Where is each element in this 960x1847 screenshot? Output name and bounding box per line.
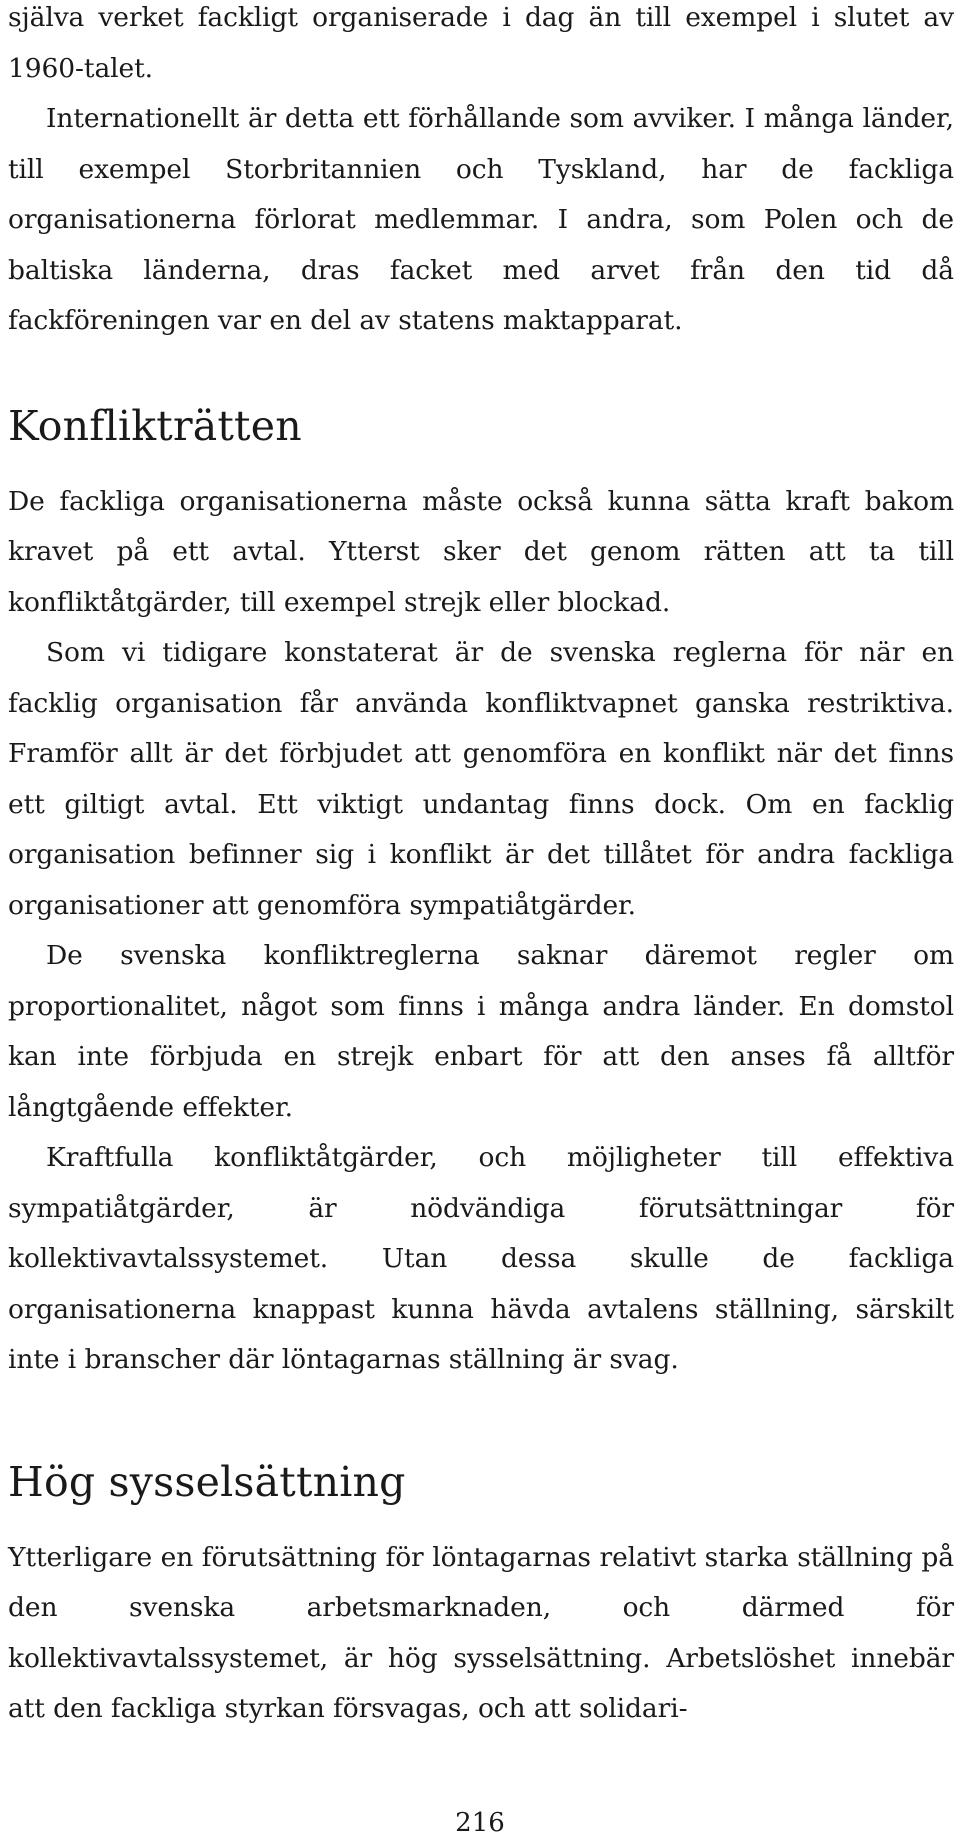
paragraph-continued: själva verket fackligt organiserade i dag än till exempel i slutet av 1960-talet. <box>8 2 954 84</box>
paragraph-regler: Som vi tidigare konstaterat är de svenska reglerna för när en facklig organisation får använda konfliktvapnet ganska restriktiva. Framför allt är det förbjudet att genomföra en konflikt när det finns ett giltigt avtal. Ett viktigt undantag finns dock. Om en facklig organisation befinner sig i konflikt är det tillåtet för andra fackliga organisationer att genomföra sympatiåtgärder. <box>8 637 954 921</box>
section-heading-hog-sysselsattning: Hög sysselsättning <box>8 1457 406 1506</box>
paragraph-international: Internationellt är detta ett förhållande som avviker. I många länder, till exempel Storbritannien och Tyskland, har de fackliga organisationerna förlorat medlemmar. I andra, som Polen och de baltiska länderna, dras facket med arvet från den tid då fackföreningen var en del av statens maktapparat. <box>8 103 954 336</box>
page-body <box>8 0 954 1735</box>
section-heading-konfliktratten: Konflikträtten <box>8 401 302 450</box>
paragraph-sysselsattning: Ytterligare en förutsättning för löntagarnas relativt starka ställning på den svenska arbetsmarknaden, och därmed för kollektivavtalssystemet, är hög sysselsättning. Arbetslöshet innebär att den fackliga styrkan försvagas, och att solidari- <box>8 1541 954 1724</box>
page-number: 216 <box>455 1808 505 1838</box>
paragraph-kraft: De fackliga organisationerna måste också kunna sätta kraft bakom kravet på ett avtal. Ytterst sker det genom rätten att ta till konfliktåtgärder, till exempel strejk eller blockad. <box>8 485 954 618</box>
paragraph-kraftfulla: Kraftfulla konfliktåtgärder, och möjligheter till effektiva sympatiåtgärder, är nödvändiga förutsättningar för kollektivavtalssystemet. Utan dessa skulle de fackliga organisationerna knappast kunna hävda avtalens ställning, särskilt inte i branscher där löntagarnas ställning är svag. <box>8 1142 954 1375</box>
paragraph-proportionalitet: De svenska konfliktreglerna saknar däremot regler om proportionalitet, något som finns i många andra länder. En domstol kan inte förbjuda en strejk enbart för att den anses få alltför långtgående effekter. <box>8 940 954 1123</box>
